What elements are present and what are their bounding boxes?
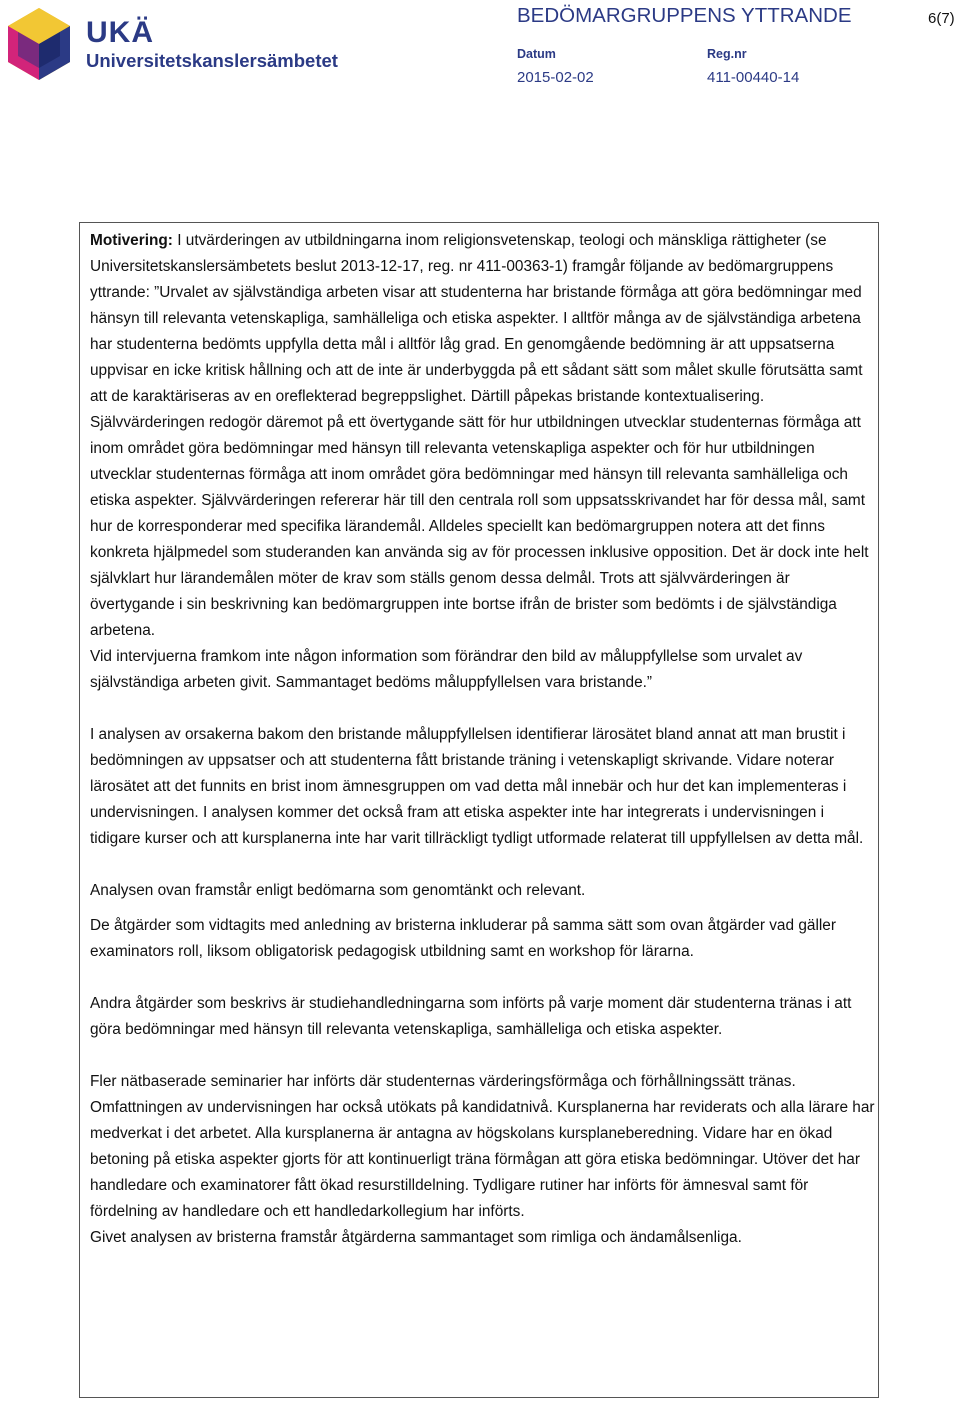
- logo-abbreviation: UKÄ: [86, 16, 154, 49]
- regnr-value: 411-00440-14: [707, 69, 800, 86]
- ukä-logo-mark-icon: [6, 6, 72, 82]
- date-label: Datum: [517, 47, 556, 61]
- paragraph-analysis-assessment: Analysen ovan framstår enligt bedömarna som genomtänkt och relevant.: [90, 882, 586, 899]
- date-value: 2015-02-02: [517, 69, 594, 86]
- paragraph-interviews: Vid intervjuerna framkom inte någon information som förändrar den bild av måluppfyllelse som urvalet av självständiga arbeten givit. Sammantaget bedöms måluppfyllelsen vara bristande.”: [90, 648, 803, 691]
- paragraph-seminars: Fler nätbaserade seminarier har införts där studenternas värderingsförmåga och förhållningssätt tränas. Omfattningen av undervisningen har också utökats på kandidatnivå. Kursplanerna har reviderats och alla lärare har medverkat i det arbetet. Alla kursplanerna är antagna av högskolans kursplaneberedning. Vidare har en ökad betoning på etiska aspekter gjorts för att kontinuerligt träna förmågan att göra etiska bedömningar. Utöver det har handledare och examinatorer fått ökad resurstilldelning. Tydligare rutiner har införts för ämnesval samt för fördelning av handledare och ett handledarkollegium har införts.: [90, 1073, 875, 1220]
- paragraph-self-evaluation: Självvärderingen redogör däremot på ett övertygande sätt för hur utbildningen utvecklar studenternas förmåga att inom området göra bedömningar med hänsyn till relevanta vetenskapliga aspekter och för hur utbildningen utvecklar studenternas förmåga att inom området göra bedömningar med hänsyn till relevanta samhälleliga och etiska aspekter. Självvärderingen refererar här till den centrala roll som uppsatsskrivandet har för dessa mål, samt hur de korresponderar med specifika lärandemål. Alldeles speciellt kan bedömargruppen notera att det finns konkreta hjälpmedel som studeranden kan använda sig av för processen inklusive opposition. Det är dock inte helt självklart hur lärandemålen möter de krav som ställs genom dessa delmål. Trots att självvärderingen är övertygande i sin beskrivning kan bedömargruppen inte bortse ifrån de brister som bedömts i de självständiga arbetena.: [90, 414, 869, 639]
- document-title: BEDÖMARGRUPPENS YTTRANDE: [517, 4, 852, 27]
- document-body: [90, 228, 875, 1251]
- logo: [6, 6, 336, 86]
- paragraph-measures: De åtgärder som vidtagits med anledning av bristerna inkluderar på samma sätt som ovan åtgärder vad gäller examinators roll, liksom obligatorisk pedagogisk utbildning samt en workshop för lärarna.: [90, 917, 836, 960]
- logo-full-name: Universitetskanslersämbetet: [86, 50, 338, 71]
- regnr-label: Reg.nr: [707, 47, 747, 61]
- motivering-text: I utvärderingen av utbildningarna inom religionsvetenskap, teologi och mänskliga rättigheter (se Universitetskanslersämbetets beslut 2013-12-17, reg. nr 411-00363-1) framgår följande av bedömargruppens yttrande: ”Urvalet av självständiga arbeten visar att studenterna har bristande förmåga att göra bedömningar med hänsyn till relevanta vetenskapliga, samhälleliga och etiska aspekter. I alltför många av de självständiga arbetena har studenterna bedömts uppfylla detta mål i alltför låg grad. En genomgående bedömning är att uppsatserna uppvisar en icke kritisk hållning och att de inte är underbyggda på ett sådant sätt som målet skulle förutsätta samt att de karaktäriseras av en oreflekterad begreppslighet. Därtill påpekas bristande kontextualisering.: [90, 232, 863, 405]
- paragraph-motivering: [90, 228, 875, 410]
- paragraph-other-measures: Andra åtgärder som beskrivs är studiehandledningarna som införts på varje moment där studenterna tränas i att göra bedömningar med hänsyn till relevanta vetenskapliga, samhälleliga och etiska aspekter.: [90, 995, 852, 1038]
- paragraph-conclusion: Givet analysen av bristerna framstår åtgärderna sammantaget som rimliga och ändamålsenliga.: [90, 1229, 742, 1246]
- paragraph-analysis: I analysen av orsakerna bakom den bristande måluppfyllelsen identifierar lärosätet bland annat att man brustit i bedömningen av uppsatser och att studenterna fått bristande träning i vetenskapligt skrivande. Vidare noterar lärosätet att det funnits en brist inom ämnesgruppen om vad detta mål innebär och hur det kan implementeras i undervisningen. I analysen kommer det också fram att etiska aspekter inte har integrerats i undervisningen i tidigare kurser och att kursplanerna inte har varit tillräckligt tydligt utformade relaterat till uppfyllelsen av detta mål.: [90, 726, 864, 847]
- motivering-label: Motivering:: [90, 232, 173, 249]
- page-number: 6(7): [928, 10, 955, 27]
